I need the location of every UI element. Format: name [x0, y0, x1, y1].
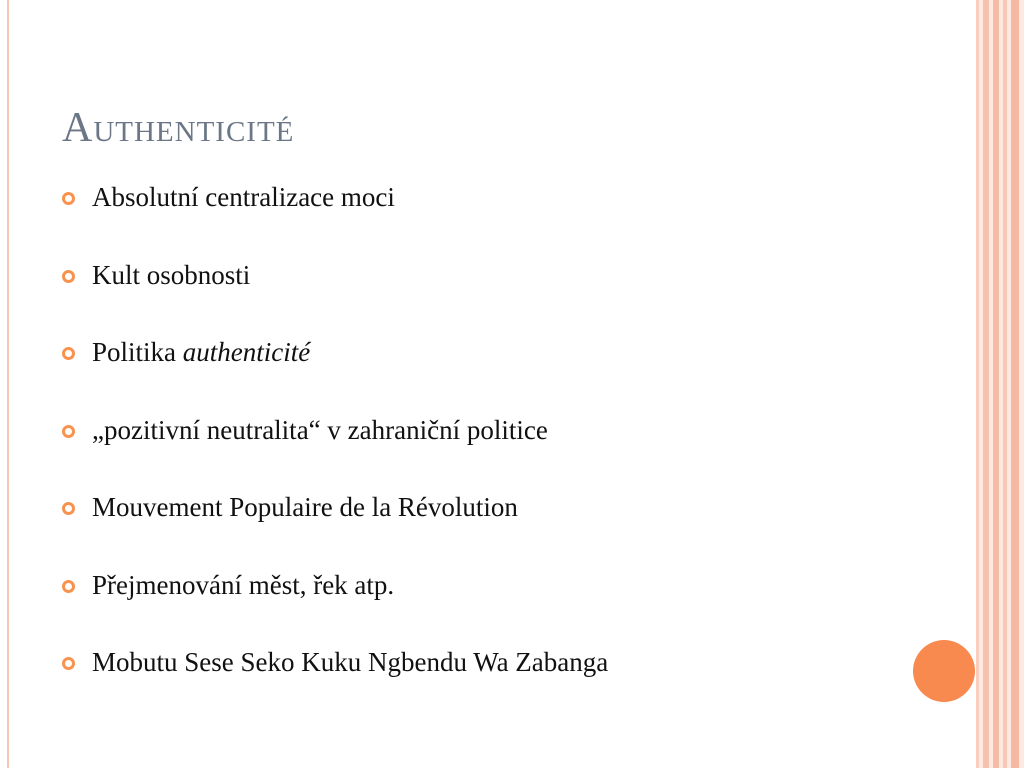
bullet-text: Mouvement Populaire de la Révolution [92, 492, 518, 522]
list-item [62, 178, 608, 256]
ring-bullet-icon [62, 192, 75, 205]
bullet-text-prefix: Politika [92, 337, 183, 367]
list-item [62, 333, 608, 411]
bullet-text: Přejmenování měst, řek atp. [92, 569, 395, 600]
bullet-list [62, 178, 608, 721]
list-item [62, 411, 608, 489]
list-item [62, 566, 608, 644]
orange-circle-decoration [913, 640, 975, 702]
ring-bullet-icon [62, 270, 75, 283]
left-frame-line [7, 0, 9, 768]
right-stripe [1011, 0, 1019, 768]
bullet-text: Mobutu Sese Seko Kuku Ngbendu Wa Zabanga [92, 647, 609, 677]
bullet-text: Kult osobnosti [92, 259, 251, 290]
list-item [62, 643, 608, 721]
bullet-text: Absolutní centralizace moci [92, 182, 395, 212]
bullet-text-italic: authenticité [182, 337, 311, 367]
right-stripe [1003, 0, 1007, 768]
list-item [62, 488, 608, 566]
right-stripe [993, 0, 999, 768]
right-stripe [983, 0, 989, 768]
ring-bullet-icon [62, 425, 75, 438]
ring-bullet-icon [62, 657, 75, 670]
bullet-text: „pozitivní neutralita“ v zahraniční politice [92, 414, 548, 445]
right-stripe [976, 0, 979, 768]
bullet-text [92, 333, 310, 371]
slide-title: Authenticité [62, 105, 295, 151]
stripe-fill [1019, 0, 1024, 768]
ring-bullet-icon [62, 347, 75, 360]
ring-bullet-icon [62, 580, 75, 593]
list-item [62, 256, 608, 334]
ring-bullet-icon [62, 502, 75, 515]
